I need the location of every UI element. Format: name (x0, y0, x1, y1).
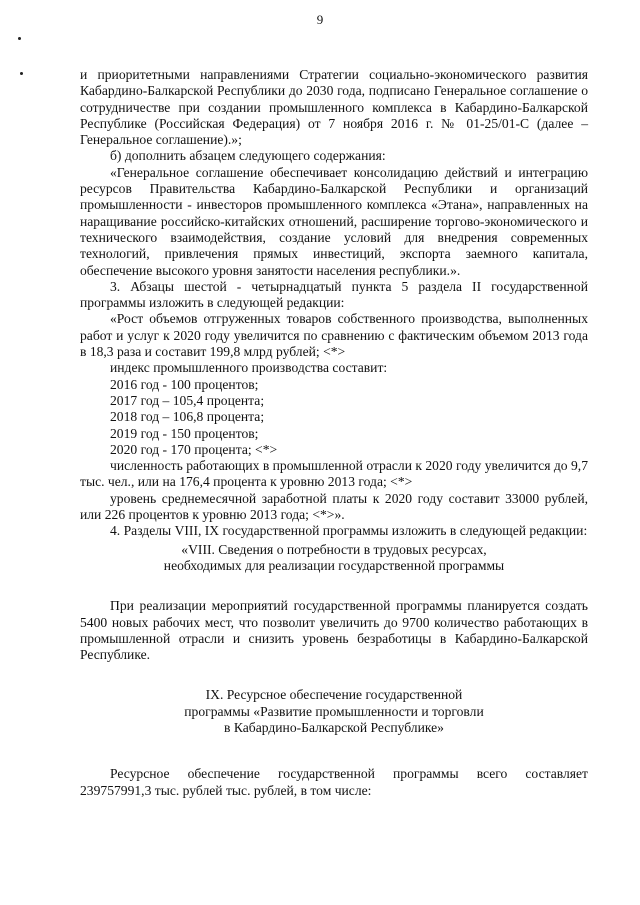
section-ix-paragraph: Ресурсное обеспечение государственной программы всего составляет 239757991,3 тыс. рублей тыс. рублей, в том числе: (80, 766, 588, 798)
list-item: 2017 год – 105,4 процента; (110, 392, 265, 408)
paragraph: и приоритетными направлениями Стратегии социально-экономического развития Кабардино-Балкарской Республики до 2030 года, подписано Генеральное соглашение о сотрудничестве при создании промышленного комплекса в Кабардино-Балкарской Республике (Российская Федерация) от 7 ноября 2016 г. № 01-25/01-С (далее – Генеральное соглашение).»; (80, 67, 588, 148)
list-item: 2018 год – 106,8 процента; (110, 409, 265, 425)
page-number: 9 (316, 12, 324, 27)
paragraph: уровень среднемесячной заработной платы к 2020 году составит 33000 рублей, или 226 процентов к уровню 2013 года; <*>». (80, 490, 588, 523)
list-item: 2016 год - 100 процентов; (110, 376, 259, 392)
paragraph: «Рост объемов отгруженных товаров собственного производства, выполненных работ и услуг к 2020 году увеличится по сравнению с фактическим объемом 2013 года в 18,3 раза и составит 199,8 млрд рублей; <*> (80, 311, 588, 360)
paragraph: численность работающих в промышленной отрасли к 2020 году увеличится до 9,7 тыс. чел., или на 176,4 процента к уровню 2013 года; <*> (80, 458, 588, 490)
section-heading-viii-line-2: необходимых для реализации государственной программы (163, 557, 505, 573)
section-heading-ix-line-2: программы «Развитие промышленности и торговли (184, 703, 484, 719)
section-heading-viii-line-1: «VIII. Сведения о потребности в трудовых ресурсах, (181, 541, 487, 557)
section-viii-paragraph: При реализации мероприятий государственной программы планируется создать 5400 новых рабочих мест, что позволит увеличить до 9700 количество работающих в промышленной отрасли и снизить уровень безработицы в Кабардино-Балкарской Республике. (80, 598, 588, 663)
paragraph: индекс промышленного производства составит: (110, 360, 388, 376)
margin-dot (20, 72, 23, 75)
section-heading-ix-line-3: в Кабардино-Балкарской Республике» (224, 719, 444, 735)
paragraph: «Генеральное соглашение обеспечивает консолидацию действий и интеграцию ресурсов Правительства Кабардино-Балкарской Республики и организаций промышленности - инвесторов промышленного комплекса «Этана», направленных на наращивание российско-китайских отношений, расширение торгово-экономического и технического взаимодействия, создание условий для внедрения современных технологий, привлечения прямых инвестиций, экспорта заемного капитала, обеспечение высокого уровня занятости населения республики.». (80, 164, 588, 278)
paragraph: б) дополнить абзацем следующего содержания: (110, 148, 386, 164)
list-item: 2019 год - 150 процентов; (110, 425, 259, 441)
paragraph: 3. Абзацы шестой - четырнадцатый пункта 5 раздела II государственной программы изложить в следующей редакции: (80, 278, 588, 311)
list-item: 2020 год - 170 процента; <*> (110, 441, 278, 457)
margin-dot (18, 37, 21, 40)
section-heading-ix-line-1: IX. Ресурсное обеспечение государственной (205, 687, 463, 703)
document-body (80, 67, 588, 799)
paragraph: 4. Разделы VIII, IX государственной программы изложить в следующей редакции: (110, 523, 588, 539)
